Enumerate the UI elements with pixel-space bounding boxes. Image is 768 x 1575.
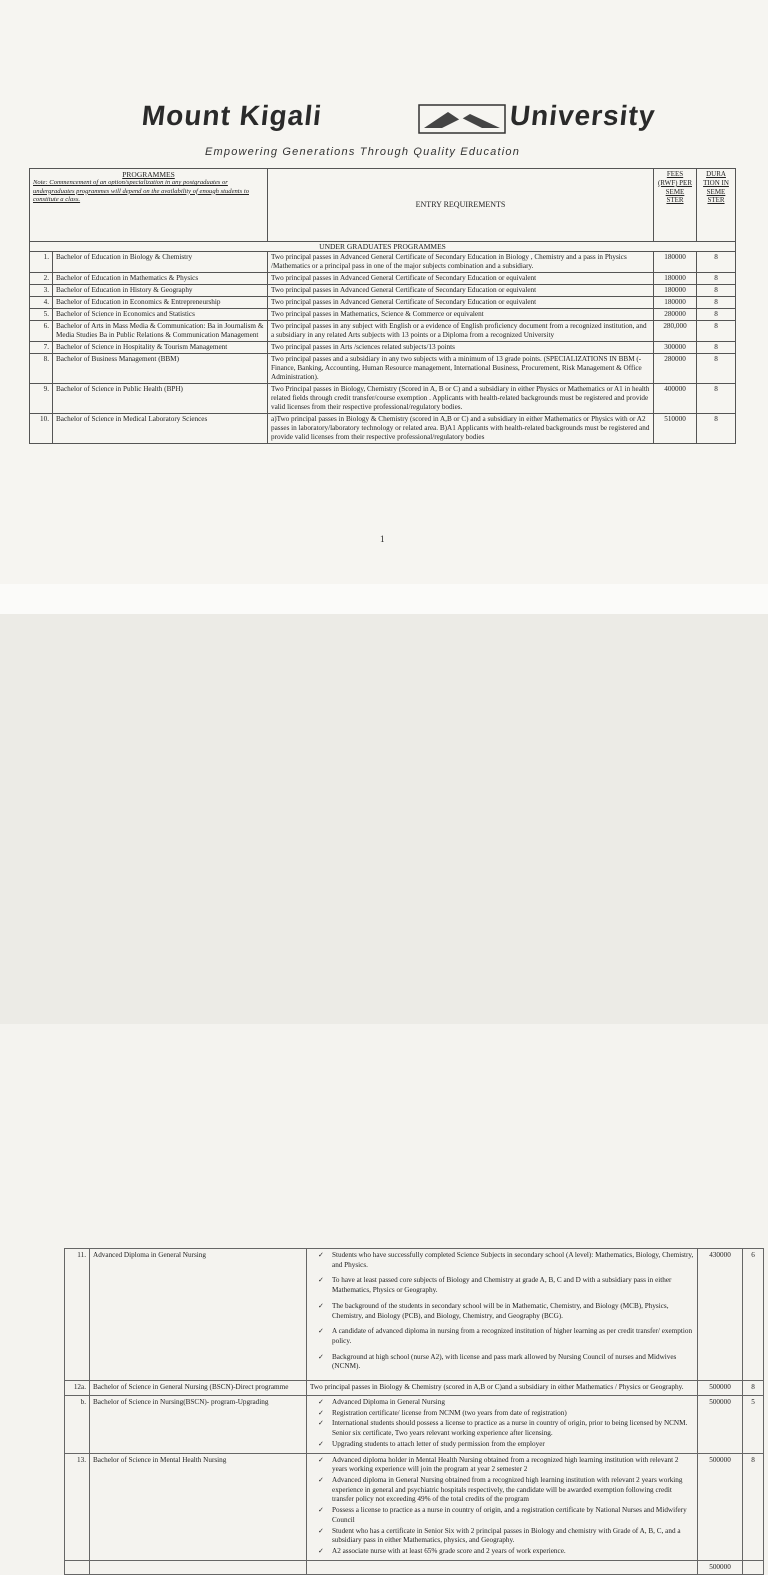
requirement-item: ✓ Background at high school (nurse A2), with license and pass mark allowed by Nursing Council of nurses and Midwives (NCNM).: [332, 1353, 694, 1372]
entry-requirement: [307, 1453, 698, 1560]
page-gap: [0, 584, 768, 614]
programme-name: Bachelor of Science in Medical Laboratory Sciences: [53, 414, 268, 444]
row-number: b.: [65, 1395, 90, 1453]
programme-name: Bachelor of Science in Public Health (BPH): [53, 384, 268, 414]
entry-requirement: a)Two principal passes in Biology & Chemistry (scored in A,B or C) and a subsidiary in either Mathematics or Physics with or A2 passes in laboratory/laboratory technology or related area. B)A1 Applicants with health-related backgrounds must be registered and provide valid licenses from their respective professional/regulatory bodies: [268, 414, 654, 444]
requirement-item: ✓ Advanced diploma holder in Mental Health Nursing obtained from a recognized high learning institution with relevant 2 years working experience will join the program at year 2 semester 2: [332, 1456, 694, 1475]
requirement-item: ✓ Registration certificate/ license from NCNM (two years from date of registration): [332, 1409, 694, 1419]
programme-name: Bachelor of Science in Economics and Statistics: [53, 309, 268, 321]
programme-name: Bachelor of Science in General Nursing (BSCN)-Direct programme: [90, 1381, 307, 1396]
row-number: 1.: [30, 252, 53, 273]
row-number: 11.: [65, 1249, 90, 1381]
row-number: 5.: [30, 309, 53, 321]
duration-value: 5: [743, 1395, 764, 1453]
programme-name: Bachelor of Education in Biology & Chemistry: [53, 252, 268, 273]
fee-value: 180000: [654, 297, 697, 309]
duration-value: 8: [697, 384, 736, 414]
row-number: 9.: [30, 384, 53, 414]
table-row: [65, 1395, 764, 1453]
programme-name: Bachelor of Science in Mental Health Nursing: [90, 1453, 307, 1560]
requirement-item: ✓ A2 associate nurse with at least 65% grade score and 2 years of work experience.: [332, 1547, 694, 1557]
duration-value: 8: [697, 321, 736, 342]
fee-value: 500000: [698, 1560, 743, 1575]
duration-value: 8: [697, 414, 736, 444]
duration-value: 8: [697, 252, 736, 273]
table-row: [30, 321, 736, 342]
requirement-item: ✓ Advanced Diploma in General Nursing: [332, 1398, 694, 1408]
duration-value: 8: [697, 273, 736, 285]
table-row: [65, 1381, 764, 1396]
requirement-item: ✓ Possess a license to practice as a nurse in country of origin, and a registration certificate by National Nurses and Midwifery Council: [332, 1506, 694, 1525]
duration-value: 8: [743, 1381, 764, 1396]
entry-requirement: Two principal passes in Advanced General Certificate of Secondary Education or equivalent: [268, 297, 654, 309]
row-number: 4.: [30, 297, 53, 309]
row-number: 10.: [30, 414, 53, 444]
fee-value: 430000: [698, 1249, 743, 1381]
table-row: [65, 1560, 764, 1575]
programme-name: Bachelor of Business Management (BBM): [53, 354, 268, 384]
fee-value: 280000: [654, 309, 697, 321]
row-number: 3.: [30, 285, 53, 297]
duration-value: 8: [697, 354, 736, 384]
table-row: [30, 342, 736, 354]
entry-requirement: Two principal passes in Advanced General Certificate of Secondary Education or equivalent: [268, 285, 654, 297]
entry-requirement: [307, 1395, 698, 1453]
entry-requirement: Two principal passes in any subject with English or a evidence of English proficiency document from a recognized institution, and a subsidiary in any related Arts subjects with 13 points or a Diploma from a recognized University: [268, 321, 654, 342]
programme-name: Bachelor of Education in History & Geography: [53, 285, 268, 297]
programme-name: Advanced Diploma in General Nursing: [90, 1249, 307, 1381]
requirement-item: ✓ Advanced diploma in General Nursing obtained from a recognized high learning institution with relevant 2 years working experience in general and psychiatric hospitals respectively, the candidate will be awarded exemption following credit transfer policy not exceeding 49% of the total credits of the program: [332, 1476, 694, 1505]
section-heading: UNDER GRADUATES PROGRAMMES: [30, 242, 736, 252]
page-2: [0, 614, 768, 1571]
fees-header: FEES (RWF) PER SEME STER: [654, 169, 697, 242]
requirement-list: [310, 1398, 694, 1450]
table-row: [65, 1453, 764, 1560]
entry-requirement: Two principal passes in Biology & Chemistry (scored in A,B or C)and a subsidiary in either Mathematics / Physics or Geography.: [307, 1381, 698, 1396]
university-name-left: Mount Kigali: [140, 100, 324, 131]
programmes-header-label: PROGRAMMES: [122, 170, 175, 179]
entry-requirement: Two principal passes and a subsidiary in any two subjects with a minimum of 13 grade points. (SPECIALIZATIONS IN BBM (-Finance, Banking, Accounting, Human Resource management, International Business, Procurement, Risk Management & Office Administration).: [268, 354, 654, 384]
fee-value: 280,000: [654, 321, 697, 342]
university-logo: [0, 100, 768, 140]
fee-value: 500000: [698, 1453, 743, 1560]
page-number: 1: [380, 534, 385, 544]
fee-value: 500000: [698, 1381, 743, 1396]
fee-value: 400000: [654, 384, 697, 414]
fee-value: 300000: [654, 342, 697, 354]
requirement-item: ✓ To have at least passed core subjects of Biology and Chemistry at grade A, B, C and D with a subsidiary pass in either Mathematics, Physics or Geography.: [332, 1276, 694, 1295]
duration-value: 8: [697, 297, 736, 309]
requirement-list: [310, 1456, 694, 1557]
entry-requirement: [307, 1249, 698, 1381]
fee-value: 280000: [654, 354, 697, 384]
programme-name: Bachelor of Education in Economics & Entrepreneurship: [53, 297, 268, 309]
tagline: Empowering Generations Through Quality Education: [205, 146, 521, 158]
duration-value: 8: [697, 342, 736, 354]
duration-value: 8: [697, 285, 736, 297]
entry-requirements-header: ENTRY REQUIREMENTS: [268, 169, 654, 242]
table-row: [65, 1249, 764, 1381]
mountain-emblem-icon: [418, 104, 506, 134]
table-row: [30, 414, 736, 444]
row-number: 8.: [30, 354, 53, 384]
requirement-item: ✓ International students should possess a license to practice as a nurse in country of origin, prior to being licensed by NCNM. Senior six certificate, Two years relevant working experience after licensing.: [332, 1419, 694, 1438]
table-row: [30, 273, 736, 285]
section-row: [30, 242, 736, 252]
entry-requirement: Two principal passes in Arts /sciences related subjects/13 points: [268, 342, 654, 354]
programme-name: Bachelor of Science in Nursing(BSCN)- program-Upgrading: [90, 1395, 307, 1453]
requirement-item: ✓ The background of the students in secondary school will be in Mathematic, Chemistry, and Biology (MCB), Physics, Chemistry, and Biology (PCB), and Biology, Chemistry, and Geography (BCG).: [332, 1302, 694, 1321]
duration-value: 8: [743, 1453, 764, 1560]
table-row: [30, 252, 736, 273]
programme-name: Bachelor of Science in Hospitality & Tourism Management: [53, 342, 268, 354]
programmes-table: [29, 168, 736, 444]
requirement-item: ✓ Student who has a certificate in Senior Six with 2 principal passes in Biology and chemistry with Grade of A, B, C, and a subsidiary pass in either Mathematics, physics, and Geography.: [332, 1527, 694, 1546]
table-row: [30, 354, 736, 384]
page-1: [0, 0, 768, 584]
entry-requirement: Two principal passes in Mathematics, Science & Commerce or equivalent: [268, 309, 654, 321]
row-number: 6.: [30, 321, 53, 342]
programmes-header: [30, 169, 268, 242]
requirement-item: ✓ A candidate of advanced diploma in nursing from a recognized institution of higher learning as per credit transfer/ exemption policy.: [332, 1327, 694, 1346]
entry-requirement: Two principal passes in Advanced General Certificate of Secondary Education in Biology , Chemistry and a pass in Physics /Mathematics or a principal pass in one of the major subjects combination and a subsidiary.: [268, 252, 654, 273]
row-number: 12a.: [65, 1381, 90, 1396]
duration-header: DURA TION IN SEME STER: [697, 169, 736, 242]
programme-name: Bachelor of Education in Mathematics & Physics: [53, 273, 268, 285]
fee-value: 180000: [654, 285, 697, 297]
nursing-programmes-table: [64, 1248, 764, 1575]
entry-requirement: Two Principal passes in Biology, Chemistry (Scored in A, B or C) and a subsidiary in either Physics or Mathematics or A1 in health related fields through credit transfer/course exemption . Applicants with health-related backgrounds must be registered and provide valid licenses from their respective professional/regulatory bodies.: [268, 384, 654, 414]
programmes-note: Note: Commencement of an option/specialization in any postgraduates or undergraduates programmes will depend on the availability of enough students to constitute a class.: [33, 179, 249, 203]
fee-value: 510000: [654, 414, 697, 444]
row-number: 2.: [30, 273, 53, 285]
programme-name: Bachelor of Arts in Mass Media & Communication: Ba in Journalism & Media Studies Ba in Public Relations & Communication Management: [53, 321, 268, 342]
requirement-item: ✓ Upgrading students to attach letter of study permission from the employer: [332, 1440, 694, 1450]
table-row: [30, 309, 736, 321]
table-row: [30, 384, 736, 414]
university-name-right: University: [508, 100, 658, 131]
table-row: [30, 285, 736, 297]
table-row: [30, 297, 736, 309]
table-header-row: [30, 169, 736, 242]
row-number: 7.: [30, 342, 53, 354]
fee-value: 180000: [654, 252, 697, 273]
requirement-list: [310, 1251, 694, 1372]
fee-value: 500000: [698, 1395, 743, 1453]
requirement-item: ✓ Students who have successfully completed Science Subjects in secondary school (A level): Mathematics, Biology, Chemistry, and Physics.: [332, 1251, 694, 1270]
row-number: 13.: [65, 1453, 90, 1560]
duration-value: 8: [697, 309, 736, 321]
fee-value: 180000: [654, 273, 697, 285]
duration-value: 6: [743, 1249, 764, 1381]
entry-requirement: Two principal passes in Advanced General Certificate of Secondary Education or equivalent: [268, 273, 654, 285]
